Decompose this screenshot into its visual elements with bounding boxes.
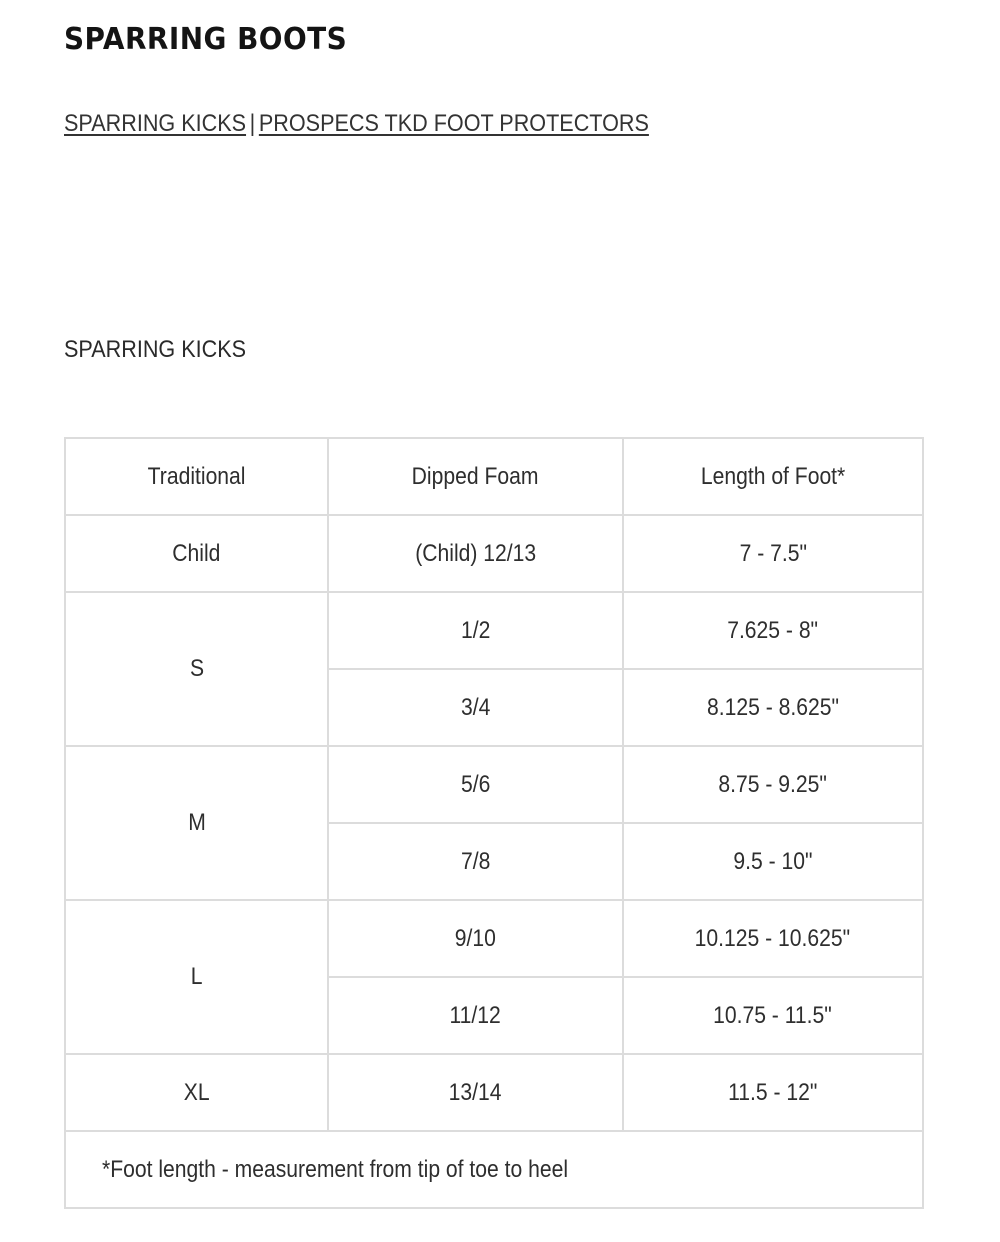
table-row xyxy=(65,1054,923,1131)
cell-dipped-foam: 7/8 xyxy=(328,823,622,900)
cell-dipped-foam: 1/2 xyxy=(328,592,622,669)
link-separator: | xyxy=(249,110,256,137)
cell-length: 7 - 7.5" xyxy=(623,515,923,592)
cell-dipped-foam: 9/10 xyxy=(328,900,622,977)
section-title-sparring-kicks: SPARRING KICKS xyxy=(64,336,247,363)
cell-traditional: L xyxy=(65,900,328,1054)
cell-traditional: S xyxy=(65,592,328,746)
cell-traditional: M xyxy=(65,746,328,900)
section-links xyxy=(64,110,649,138)
cell-length: 8.125 - 8.625" xyxy=(623,669,923,746)
cell-dipped-foam: 3/4 xyxy=(328,669,622,746)
table-footnote-row xyxy=(65,1131,923,1208)
table-row xyxy=(65,515,923,592)
cell-dipped-foam: 13/14 xyxy=(328,1054,622,1131)
size-chart-table xyxy=(64,437,924,1209)
table-header-row xyxy=(65,438,923,515)
cell-length: 10.125 - 10.625" xyxy=(623,900,923,977)
link-sparring-kicks[interactable]: SPARRING KICKS xyxy=(64,110,247,137)
cell-traditional: Child xyxy=(65,515,328,592)
cell-length: 7.625 - 8" xyxy=(623,592,923,669)
column-header-length-of-foot: Length of Foot* xyxy=(623,438,923,515)
cell-dipped-foam: 5/6 xyxy=(328,746,622,823)
cell-length: 8.75 - 9.25" xyxy=(623,746,923,823)
cell-traditional: XL xyxy=(65,1054,328,1131)
column-header-traditional: Traditional xyxy=(65,438,328,515)
cell-dipped-foam: 11/12 xyxy=(328,977,622,1054)
table-row xyxy=(65,592,923,669)
cell-length: 11.5 - 12" xyxy=(623,1054,923,1131)
cell-length: 9.5 - 10" xyxy=(623,823,923,900)
cell-dipped-foam: (Child) 12/13 xyxy=(328,515,622,592)
column-header-dipped-foam: Dipped Foam xyxy=(328,438,622,515)
link-prospecs-tkd-foot-protectors[interactable]: PROSPECS TKD FOOT PROTECTORS xyxy=(258,110,649,137)
footnote: *Foot length - measurement from tip of toe to heel xyxy=(65,1131,923,1208)
cell-length: 10.75 - 11.5" xyxy=(623,977,923,1054)
page-title: SPARRING BOOTS xyxy=(64,22,348,57)
table-row xyxy=(65,900,923,977)
table-row xyxy=(65,746,923,823)
